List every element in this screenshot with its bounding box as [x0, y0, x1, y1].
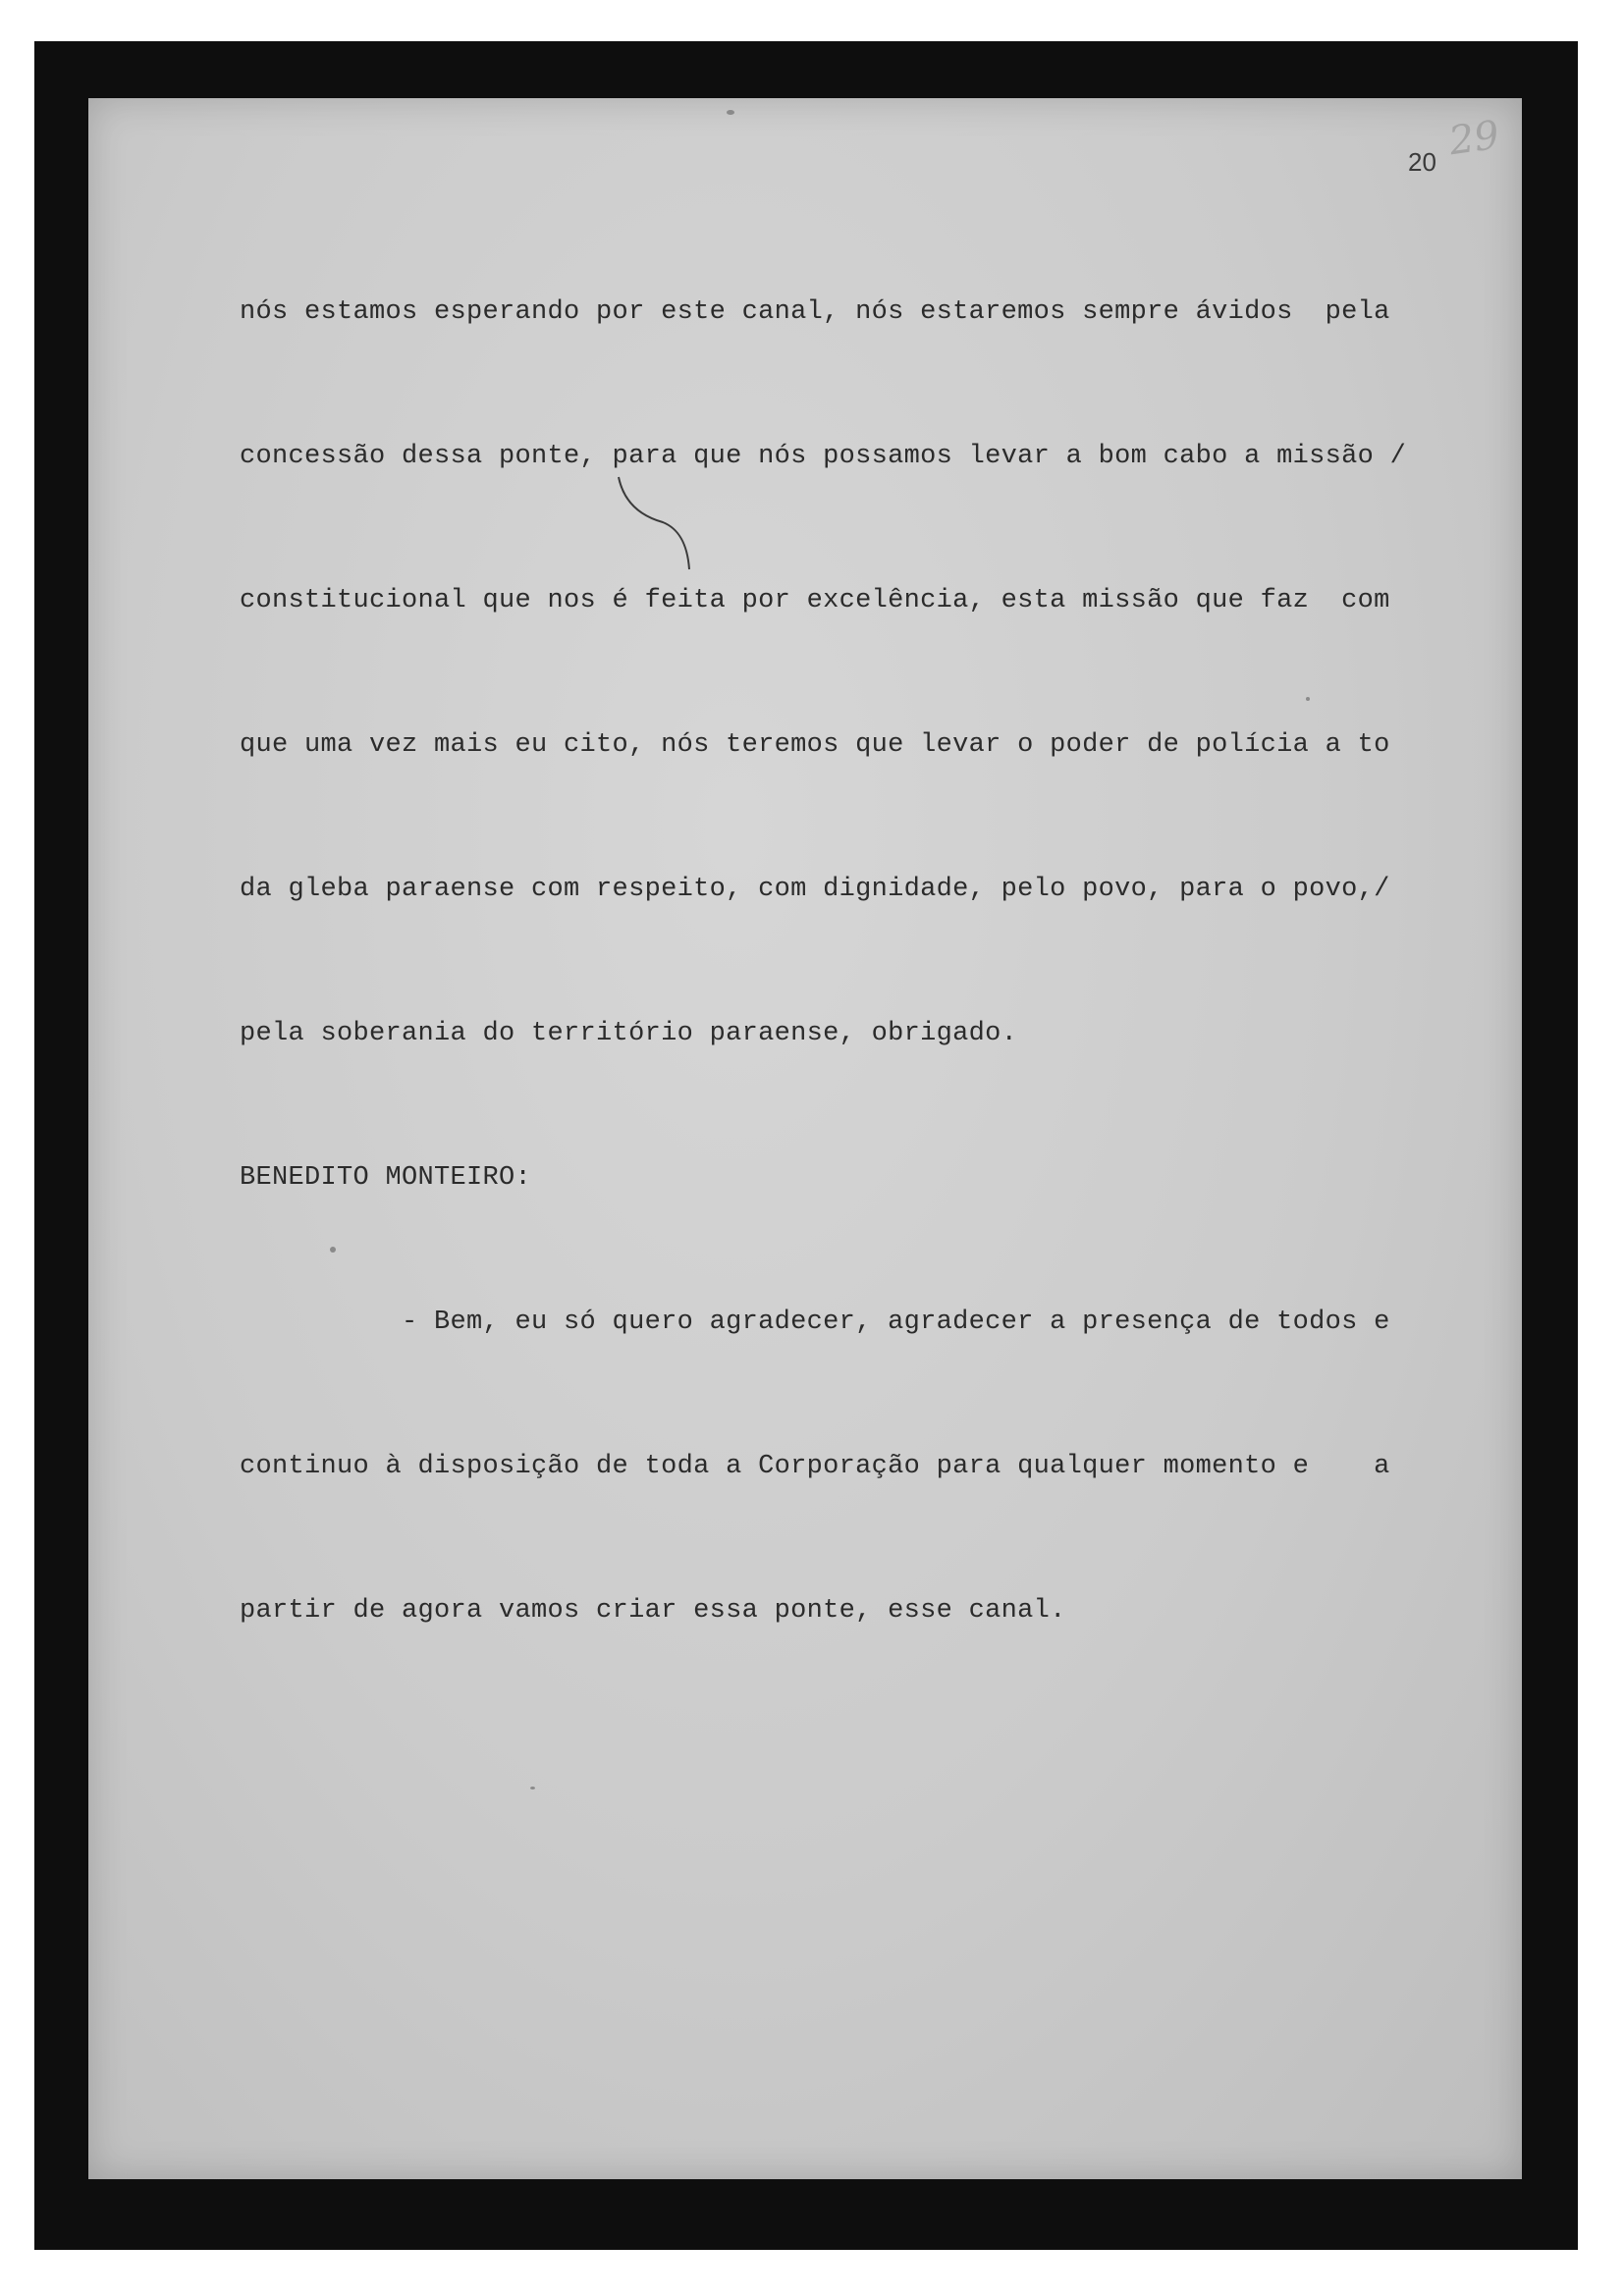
paper-speck [530, 1787, 535, 1789]
pen-stroke-mark [579, 471, 727, 579]
speech-line: continuo à disposição de toda a Corporação para qualquer momento e a [240, 1452, 1390, 1481]
folio-number: 29 [1446, 112, 1502, 165]
text-line: nós estamos esperando por este canal, nós estaremos sempre ávidos pela [240, 297, 1390, 327]
text-line: da gleba paraense com respeito, com dignidade, pelo povo, para o povo,/ [240, 875, 1390, 904]
text-line: que uma vez mais eu cito, nós teremos que levar o poder de polícia a to [240, 730, 1390, 760]
text-line: concessão dessa ponte, para que nós possamos levar a bom cabo a missão / [240, 442, 1407, 471]
paper-speck [727, 110, 734, 115]
text-line: constitucional que nos é feita por excelência, esta missão que faz com [240, 586, 1390, 615]
document-text [240, 192, 1437, 1683]
page-number: 20 [1408, 147, 1436, 177]
speech-line: partir de agora vamos criar essa ponte, esse canal. [240, 1596, 1066, 1626]
text-line: pela soberania do território paraense, obrigado. [240, 1019, 1018, 1048]
speech-line: - Bem, eu só quero agradecer, agradecer a presença de todos e [240, 1308, 1390, 1337]
speaker-label: BENEDITO MONTEIRO: [240, 1163, 532, 1193]
